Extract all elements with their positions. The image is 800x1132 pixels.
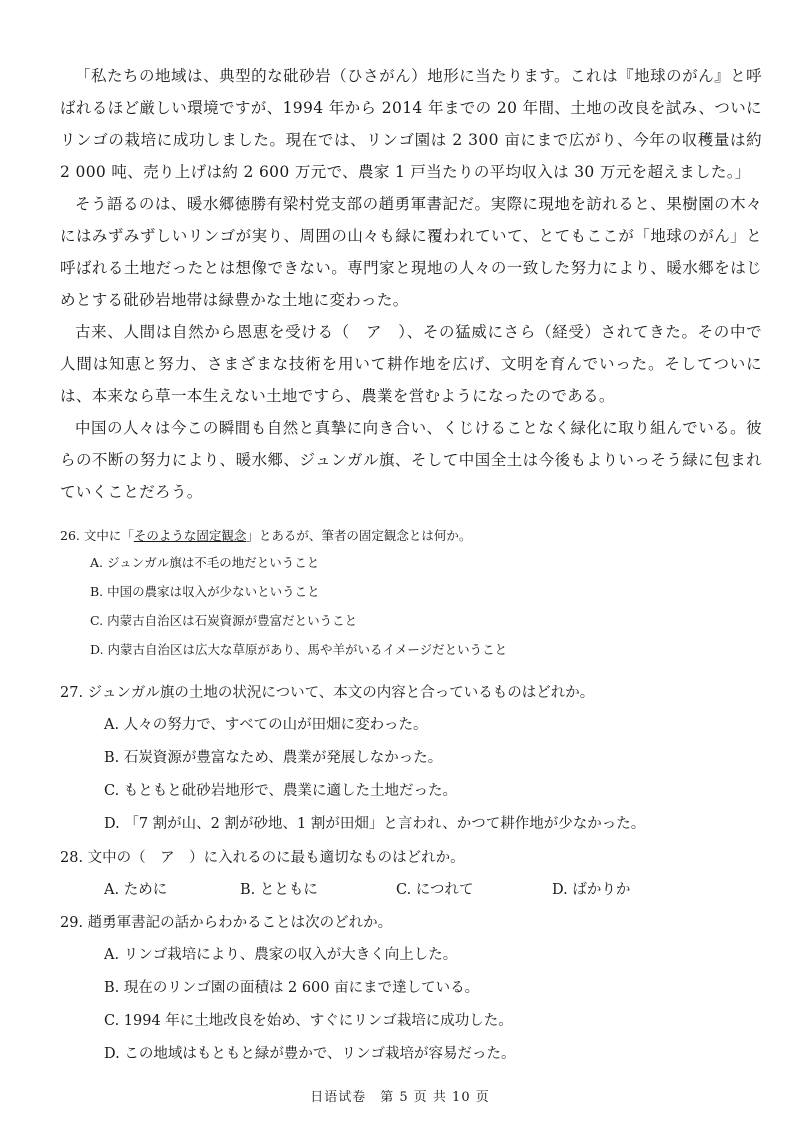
question-29-option-b[interactable]: B. 現在のリンゴ園の面積は 2 600 亩にまで達している。: [104, 980, 480, 996]
question-26-prefix: 26. 文中に「: [60, 528, 134, 543]
question-26-option-b[interactable]: B. 中国の農家は収入が少ないということ: [90, 584, 320, 599]
question-26-stem: [60, 524, 762, 548]
passage-paragraph-4: 中国の人々は今この瞬間も自然と真摯に向き合い、くじけることなく緑化に取り組んでいる。彼らの不断の努力により、暖水郷、ジュンガル旗、そして中国全土は今後もよりいっそう緑に包まれていくことだろう。: [60, 419, 762, 501]
passage-paragraph-3: 古来、人間は自然から恩恵を受ける（ ア ）、その猛威にさら（経受）されてきた。その中で人間は知恵と努力、さまざまな技術を用いて耕作地を広げ、文明を育んでいった。そしてついには、本来なら草一本生えない土地ですら、農業を営むようになったのである。: [60, 323, 762, 405]
question-28: [60, 843, 762, 907]
question-27-option-b[interactable]: B. 石炭資源が豊富なため、農業が発展しなかった。: [104, 750, 443, 766]
question-26-option-c[interactable]: C. 内蒙古自治区は石炭資源が豊富だということ: [90, 613, 358, 628]
question-28-stem: 28. 文中の（ ア ）に入れるのに最も適切なものはどれか。: [60, 850, 465, 866]
question-28-option-a[interactable]: A. ために: [104, 882, 168, 898]
question-26-suffix: 」とあるが、筆者の固定観念とは何か。: [246, 528, 472, 543]
question-29-stem: 29. 趙勇軍書記の話からわかることは次のどれか。: [60, 915, 393, 931]
question-28-options: [60, 874, 762, 907]
underlined-phrase: そのような固定観念: [133, 528, 247, 543]
question-26: [60, 524, 762, 664]
question-27-stem: 27. ジュンガル旗の土地の状況について、本文の内容と合っているものはどれか。: [60, 685, 595, 701]
passage-paragraph-2: そう語るのは、暖水郷徳勝有梁村党支部の趙勇軍書記だ。実際に現地を訪れると、果樹園の木々にはみずみずしいリンゴが実り、周囲の山々も緑に覆われていて、とてもここが「地球のがん」と呼ばれる土地だったとは想像できない。専門家と現地の人々の一致した努力により、暖水郷をはじめとする砒砂岩地帯は緑豊かな土地に変わった。: [60, 195, 762, 309]
page-footer: 日语试卷 第 5 页 共 10 页: [310, 1090, 490, 1105]
question-29-option-d[interactable]: D. この地域はもともと緑が豊かで、リンゴ栽培が容易だった。: [104, 1046, 516, 1062]
question-28-option-c[interactable]: C. につれて: [396, 882, 474, 898]
question-28-option-b[interactable]: B. とともに: [240, 882, 318, 898]
question-29-option-c[interactable]: C. 1994 年に土地改良を始め、すぐにリンゴ栽培に成功した。: [104, 1013, 513, 1029]
reading-passage: [60, 60, 762, 508]
question-27: [60, 678, 762, 841]
question-27-option-a[interactable]: A. 人々の努力で、すべての山が田畑に変わった。: [104, 717, 428, 733]
question-26-option-d[interactable]: D. 内蒙古自治区は広大な草原があり、馬や羊がいるイメージだということ: [90, 642, 508, 657]
question-27-option-c[interactable]: C. もともと砒砂岩地形で、農業に適した土地だった。: [104, 783, 458, 799]
question-29: [60, 908, 762, 1071]
question-26-option-a[interactable]: A. ジュンガル旗は不毛の地だということ: [90, 555, 320, 570]
question-28-option-d[interactable]: D. ばかりか: [552, 882, 631, 898]
question-29-option-a[interactable]: A. リンゴ栽培により、農家の収入が大きく向上した。: [104, 947, 458, 963]
question-27-option-d[interactable]: D. 「7 割が山、2 割が砂地、1 割が田畑」と言われ、かつて耕作地が少なかった。: [104, 816, 646, 832]
passage-paragraph-1: 「私たちの地域は、典型的な砒砂岩（ひさがん）地形に当たります。これは『地球のがん』と呼ばれるほど厳しい環境ですが、1994 年から 2014 年までの 20 年間、土地の改良を試み、ついにリンゴの栽培に成功しました。現在では、リンゴ園は 2 300 亩にまで広がり、今年の収穫量は約 2 000 吨、売り上げは約 2 600 万元で、農家 1 戸当たりの平均収入は 30 万元を超えました。」: [60, 67, 762, 181]
